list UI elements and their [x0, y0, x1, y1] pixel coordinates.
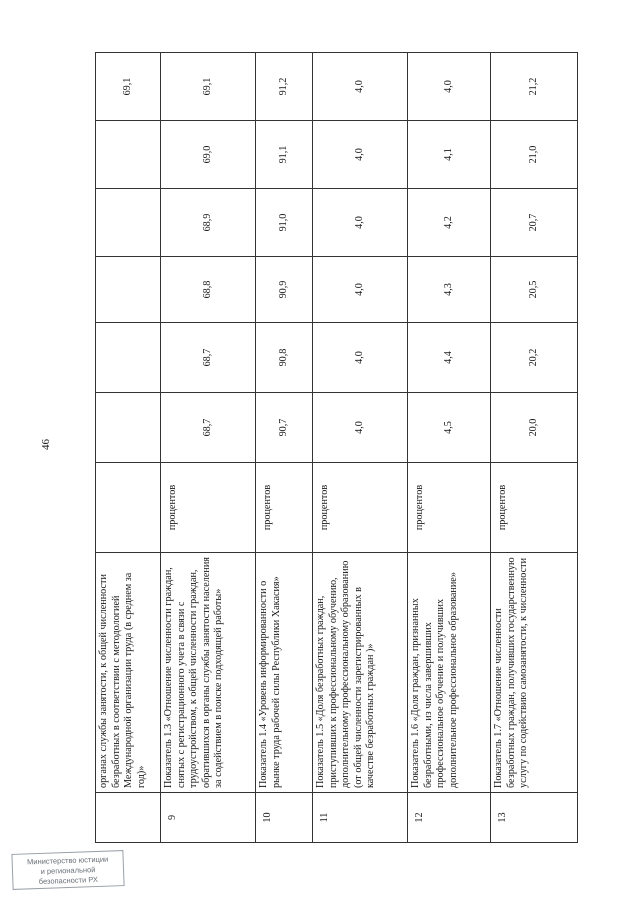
- indicator-table-wrapper: [95, 53, 577, 843]
- ministry-stamp: [11, 850, 124, 890]
- row-number: [96, 793, 161, 843]
- value-cell: 90,9: [256, 257, 313, 323]
- value-cell: [96, 189, 161, 257]
- value-cell: 4,2: [408, 189, 491, 257]
- value-cell: 68,9: [161, 189, 256, 257]
- value-cell: 4,0: [313, 121, 408, 189]
- value-cell: 4,5: [408, 393, 491, 463]
- value-cell: 4,0: [313, 189, 408, 257]
- value-cell: 91,0: [256, 189, 313, 257]
- value-cell: [96, 121, 161, 189]
- stamp-line: Министерство юстиции: [26, 854, 109, 867]
- value-cell: [96, 393, 161, 463]
- unit-cell: процентов: [256, 463, 313, 553]
- value-cell: 20,0: [491, 393, 578, 463]
- table-row: [491, 53, 578, 843]
- value-cell: 91,1: [256, 121, 313, 189]
- row-number: 13: [491, 793, 578, 843]
- value-cell: 4,0: [313, 257, 408, 323]
- value-cell: 90,7: [256, 393, 313, 463]
- table-row: [96, 53, 161, 843]
- value-cell: 90,8: [256, 323, 313, 393]
- stamp-line: безопасности РХ: [38, 874, 99, 887]
- value-cell: 68,7: [161, 323, 256, 393]
- value-cell: 69,0: [161, 121, 256, 189]
- value-cell: 69,1: [96, 53, 161, 121]
- table-row: [256, 53, 313, 843]
- stamp-line: и региональной: [40, 865, 96, 876]
- value-cell: 4,0: [313, 323, 408, 393]
- indicator-table: [95, 52, 578, 843]
- table-row: [408, 53, 491, 843]
- value-cell: 69,1: [161, 53, 256, 121]
- value-cell: 4,0: [313, 393, 408, 463]
- value-cell: 91,2: [256, 53, 313, 121]
- unit-cell: процентов: [313, 463, 408, 553]
- value-cell: [96, 257, 161, 323]
- unit-cell: процентов: [408, 463, 491, 553]
- value-cell: 20,2: [491, 323, 578, 393]
- row-number: 12: [408, 793, 491, 843]
- value-cell: 4,0: [408, 53, 491, 121]
- value-cell: 4,1: [408, 121, 491, 189]
- value-cell: 21,2: [491, 53, 578, 121]
- value-cell: 21,0: [491, 121, 578, 189]
- value-cell: 68,8: [161, 257, 256, 323]
- value-cell: 4,3: [408, 257, 491, 323]
- value-cell: [96, 323, 161, 393]
- table-row: [161, 53, 256, 843]
- value-cell: 4,4: [408, 323, 491, 393]
- row-number: 11: [313, 793, 408, 843]
- indicator-name: Показатель 1.7 «Отношение численности безработных граждан, получивших государственную услугу по содействию самозанятости, к численности: [491, 553, 578, 793]
- value-cell: 20,5: [491, 257, 578, 323]
- unit-cell: процентов: [161, 463, 256, 553]
- table-row: [313, 53, 408, 843]
- value-cell: 20,7: [491, 189, 578, 257]
- page-number: 46: [40, 439, 52, 450]
- unit-cell: процентов: [491, 463, 578, 553]
- indicator-name: Показатель 1.5 «Доля безработных граждан, приступивших к профессиональному обучению, дополнительному профессиональному образованию (от общей численности зарегистрированных в качестве безработных граждан )»: [313, 553, 408, 793]
- unit-cell: [96, 463, 161, 553]
- value-cell: 4,0: [313, 53, 408, 121]
- value-cell: 68,7: [161, 393, 256, 463]
- indicator-name: Показатель 1.6 «Доля граждан, признанных безработными, из числа завершивших профессиональное обучение и получивших дополнительное профессиональное образование»: [408, 553, 491, 793]
- indicator-name: Показатель 1.4 «Уровень информированности о рынке труда рабочей силы Республики Хакасия»: [256, 553, 313, 793]
- indicator-name: органах службы занятости, к общей численности безработных в соответствии с методологией Международной организации труда (в среднем за год)»: [96, 553, 161, 793]
- indicator-name: Показатель 1.3 «Отношение численности граждан, снятых с регистрационного учета в связи с трудоустройством, к общей численности граждан, обратившихся в органы службы занятости населения за содействием в поиске подходящей работы»: [161, 553, 256, 793]
- row-number: 9: [161, 793, 256, 843]
- row-number: 10: [256, 793, 313, 843]
